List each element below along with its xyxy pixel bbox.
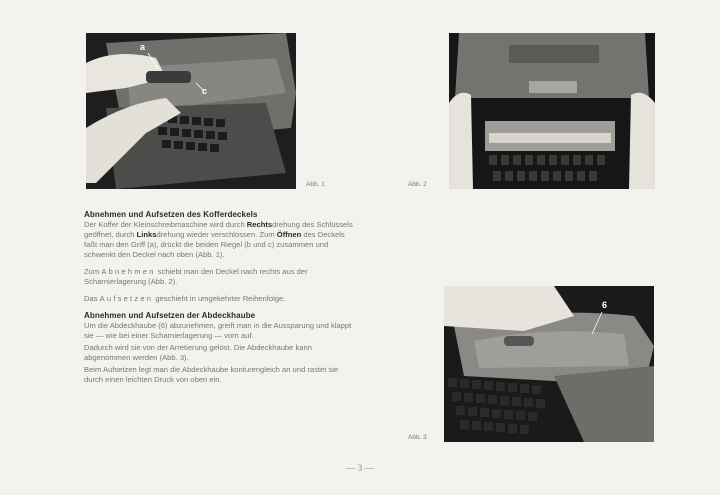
heading-cover: Abnehmen und Aufsetzen der Abdeckhaube: [84, 311, 256, 320]
photo-fig2: [449, 33, 655, 189]
label-six: 6: [602, 300, 608, 310]
paragraph-lid-open: Der Koffer der Kleinschreibmaschine wird durch Rechtsdrehung des Schlüssels geöffnet, durch Linksdrehung wieder verschlossen. Zum Öffnen des Deckels faßt man den Griff (a), drückt die beiden Riegel (b und c) zusammen und schwenkt den Deckel nach oben (Abb. 1).: [84, 220, 353, 259]
photo-fig3: [444, 286, 654, 442]
label-c: c: [202, 86, 208, 96]
text-section-lid: [84, 210, 356, 392]
paragraph-cover-release: Dadurch wird sie von der Arretierung gelöst. Die Abdeckhaube kann abgenommen werden (Abb. 3).: [84, 343, 312, 362]
page-number: — 3 —: [346, 463, 374, 473]
paragraph-cover-open: Um die Abdeckhaube (6) abzunehmen, greift man in die Aussparung und klappt sie — wie bei einer Scharnierlagerung — vorn auf.: [84, 321, 352, 340]
caption-fig1: Abb. 1: [306, 181, 325, 188]
caption-fig3: Abb. 3: [408, 434, 427, 441]
paragraph-lid-remove: Zum Abnehmen schiebt man den Deckel nach rechts aus der Scharnierlagerung (Abb. 2).: [84, 267, 308, 286]
label-a: a: [140, 42, 146, 52]
caption-fig2: Abb. 2: [408, 181, 427, 188]
photo-fig1: [86, 33, 296, 189]
paragraph-lid-attach: Das Aufsetzen geschieht in umgekehrter Reihenfolge.: [84, 294, 286, 303]
paragraph-cover-attach: Beim Aufsetzen legt man die Abdeckhaube konturengleich an und rastet sie durch einen leichten Druck von oben ein.: [84, 365, 339, 384]
heading-lid: Abnehmen und Aufsetzen des Kofferdeckels: [84, 210, 258, 219]
